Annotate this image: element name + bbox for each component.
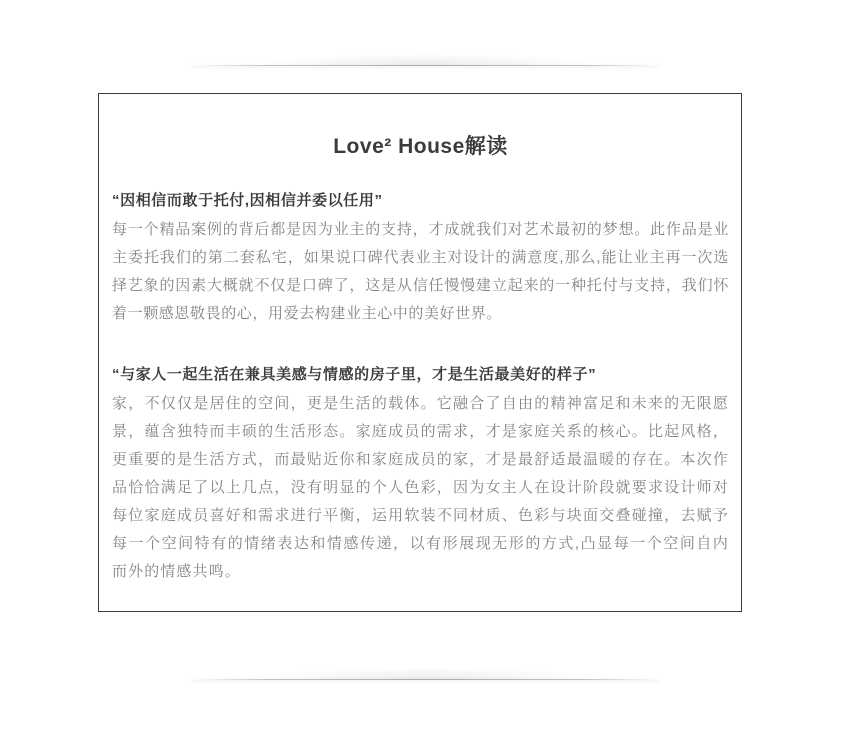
bottom-shadow-divider <box>192 660 660 690</box>
section-trust-body: 每一个精品案例的背后都是因为业主的支持，才成就我们对艺术最初的梦想。此作品是业主委托我们的第二套私宅，如果说口碑代表业主对设计的满意度,那么,能让业主再一次选择艺象的因素大概就不仅是口碑了，这是从信任慢慢建立起来的一种托付与支持，我们怀着一颗感恩敬畏的心，用爱去构建业主心中的美好世界。 <box>112 221 729 322</box>
section-family-body: 家，不仅仅是居住的空间，更是生活的载体。它融合了自由的精神富足和未来的无限愿景，蕴含独特而丰硕的生活形态。家庭成员的需求，才是家庭关系的核心。比起风格，更重要的是生活方式，而最贴近你和家庭成员的家，才是最舒适最温暖的存在。本次作品恰恰满足了以上几点，没有明显的个人色彩，因为女主人在设计阶段就要求设计师对每位家庭成员喜好和需求进行平衡，运用软装不同材质、色彩与块面交叠碰撞，去赋予每一个空间特有的情绪表达和情感传递，以有形展现无形的方式,凸显每一个空间自内而外的情感共鸣。 <box>112 395 729 580</box>
page-title: Love² House解读 <box>333 135 508 158</box>
top-shadow-divider <box>192 46 660 76</box>
section-family <box>112 366 729 586</box>
section-family-heading: “与家人一起生活在兼具美感与情感的房子里，才是生活最美好的样子” <box>112 366 597 383</box>
section-trust-heading: “因相信而敢于托付,因相信并委以任用” <box>112 192 383 209</box>
article-card <box>98 93 742 612</box>
section-trust <box>112 192 729 328</box>
